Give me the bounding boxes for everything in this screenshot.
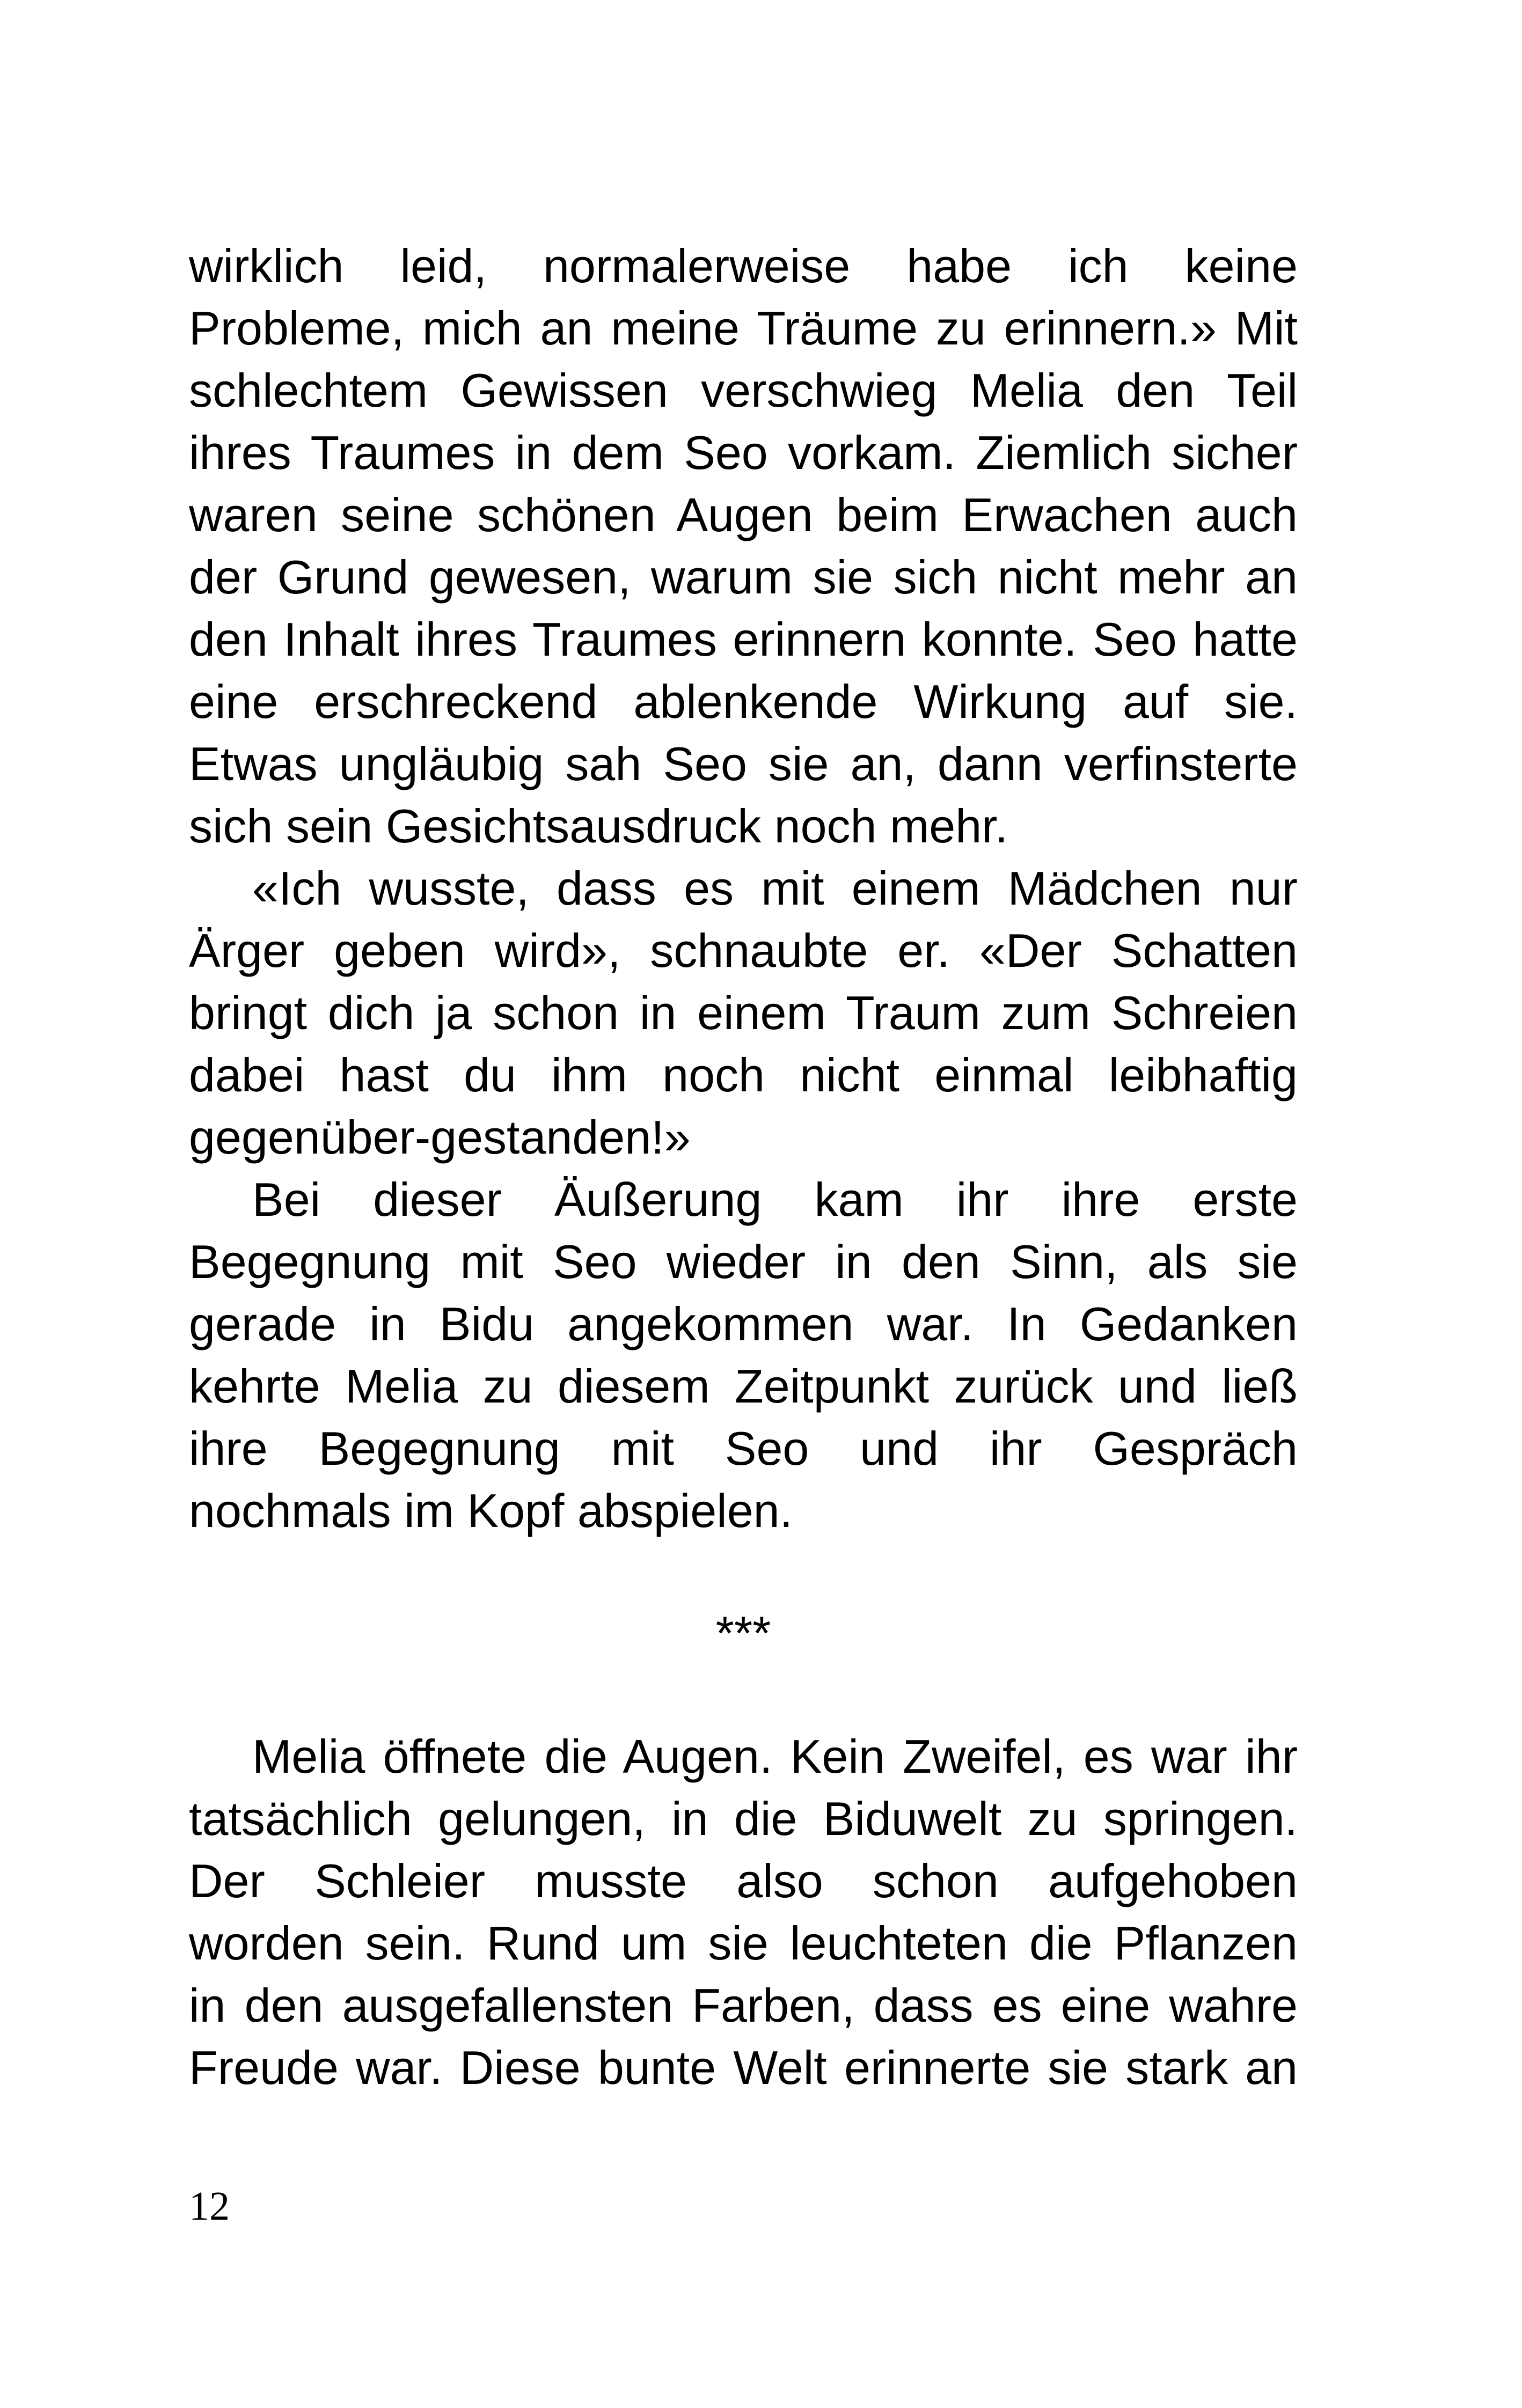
text-line: dabei hast du ihm noch nicht einmal leibhaftig (189, 1048, 1298, 1102)
text-line: Bei dieser Äußerung kam ihr ihre erste (252, 1173, 1298, 1226)
text-line: eine erschreckend ablenkende Wirkung auf sie. (189, 675, 1298, 728)
text-line: Freude war. Diese bunte Welt erinnerte sie stark an (189, 2041, 1298, 2094)
text-line: Begegnung mit Seo wieder in den Sinn, als sie (189, 1235, 1298, 1288)
text-line: Ärger geben wird», schnaubte er. «Der Schatten (189, 924, 1298, 977)
text-line: der Grund gewesen, warum sie sich nicht mehr an (189, 550, 1298, 604)
text-line: waren seine schönen Augen beim Erwachen auch (189, 488, 1298, 541)
body-text-block (189, 235, 1298, 1542)
text-line: Der Schleier musste also schon aufgehoben (189, 1854, 1298, 1907)
text-line: in den ausgefallensten Farben, dass es eine wahre (189, 1979, 1298, 2032)
text-line: nochmals im Kopf abspielen. (189, 1484, 793, 1537)
section-separator: *** (715, 1606, 771, 1660)
text-line: bringt dich ja schon in einem Traum zum Schreien (189, 986, 1298, 1039)
text-line: gegenüber-gestanden!» (189, 1111, 691, 1164)
page-number: 12 (189, 2184, 230, 2229)
text-line: gerade in Bidu angekommen war. In Gedanken (189, 1297, 1298, 1350)
text-line: ihres Traumes in dem Seo vorkam. Ziemlich sicher (189, 426, 1298, 479)
text-line: schlechtem Gewissen verschwieg Melia den Teil (189, 364, 1298, 417)
text-line: den Inhalt ihres Traumes erinnern konnte. Seo hatte (189, 613, 1298, 666)
body-text-block (189, 1726, 1298, 2099)
text-line: worden sein. Rund um sie leuchteten die Pflanzen (189, 1917, 1298, 1970)
text-line: «Ich wusste, dass es mit einem Mädchen nur (252, 862, 1298, 915)
text-line: ihre Begegnung mit Seo und ihr Gespräch (189, 1422, 1298, 1475)
text-line: Melia öffnete die Augen. Kein Zweifel, es war ihr (252, 1730, 1298, 1783)
text-line: wirklich leid, normalerweise habe ich keine (189, 239, 1298, 292)
text-line: Probleme, mich an meine Träume zu erinnern.» Mit (189, 302, 1298, 355)
text-line: kehrte Melia zu diesem Zeitpunkt zurück und ließ (189, 1360, 1298, 1413)
text-line: tatsächlich gelungen, in die Biduwelt zu springen. (189, 1792, 1298, 1845)
text-line: Etwas ungläubig sah Seo sie an, dann verfinsterte (189, 737, 1298, 790)
text-line: sich sein Gesichtsausdruck noch mehr. (189, 799, 1008, 853)
